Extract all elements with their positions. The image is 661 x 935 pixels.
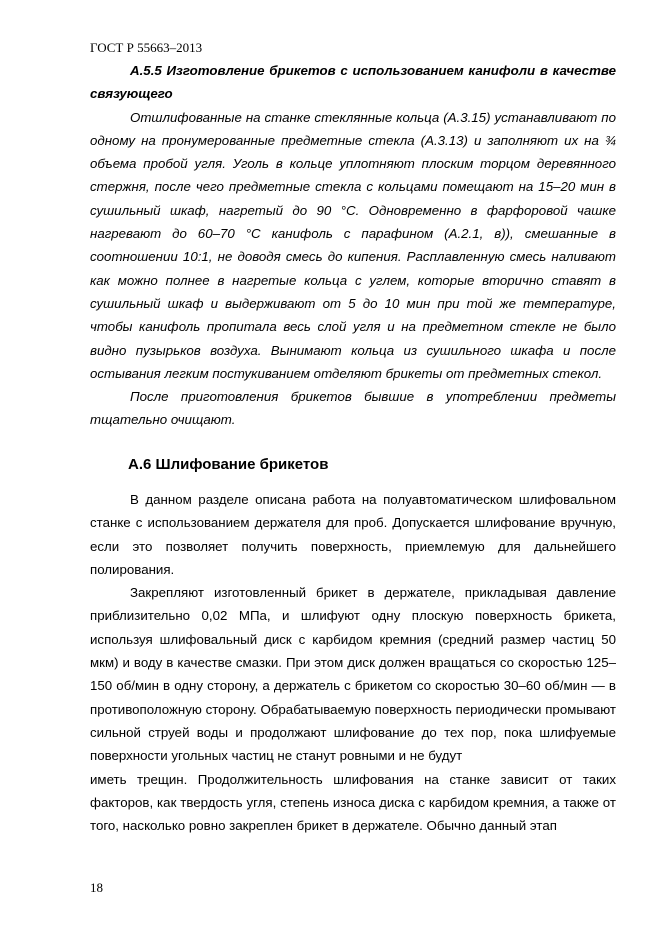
section-a6 xyxy=(90,488,616,837)
section-a6-paragraph-2: Закрепляют изготовленный брикет в держателе, прикладывая давление приблизительно 0,02 МПа, и шлифуют одну плоскую поверхность брикета, используя шлифовальный диск с карбидом кремния (средний размер частиц 50 мкм) и воду в качестве смазки. При этом диск должен вращаться со скоростью 125–150 об/мин в одну сторону, а держатель с брикетом со скоростью 30–60 об/мин — в противоположную сторону. Обрабатываемую поверхность периодически промывают сильной струей воды и продолжают шлифование до тех пор, пока шлифуемые поверхности угольных частиц не станут ровными и не будут xyxy=(90,585,616,764)
section-a55 xyxy=(90,59,616,432)
section-a55-paragraph-2: После приготовления брикетов бывшие в употреблении предметы тщательно очищают. xyxy=(90,389,616,428)
page-number: 18 xyxy=(90,880,103,895)
section-a55-title: А.5.5 Изготовление брикетов с использованием канифоли в качестве связующего xyxy=(90,63,616,102)
section-a6-paragraph-1: В данном разделе описана работа на полуавтоматическом шлифовальном станке с использованием держателя для проб. Допускается шлифование вручную, если это позволяет получить поверхность, приемлемую для дальнейшего полирования. xyxy=(90,492,616,577)
section-a6-paragraph-3: иметь трещин. Продолжительность шлифования на станке зависит от таких факторов, как твердость угля, степень износа диска с карбидом кремния, а также от того, насколько ровно закреплен брикет в держателе. Обычно данный этап xyxy=(90,771,616,834)
section-a55-paragraph-1: Отшлифованные на станке стеклянные кольца (А.3.15) устанавливают по одному на пронумерованные предметные стекла (А.3.13) и заполняют их на ¾ объема пробой угля. Уголь в кольце уплотняют плоским торцом деревянного стержня, после чего предметные стекла с кольцами помещают на 15–20 мин в сушильный шкаф, нагретый до 90 °С. Одновременно в фарфоровой чашке нагревают до 60–70 °С канифоль с парафином (А.2.1, в)), смешанные в соотношении 10:1, не доводя смесь до кипения. Расплавленную смесь наливают как можно полнее в нагретые кольца с углем, которые вторично ставят в сушильный шкаф и выдерживают от 5 до 10 мин при той же температуре, чтобы канифоль пропитала весь слой угля и на предметном стекле не было видно пузырьков воздуха. Вынимают кольца из сушильного шкафа и после остывания легким постукиванием отделяют брикеты от предметных стекол. xyxy=(90,109,616,381)
standard-header: ГОСТ Р 55663–2013 xyxy=(90,40,203,55)
section-a6-title: А.6 Шлифование брикетов xyxy=(128,456,329,473)
